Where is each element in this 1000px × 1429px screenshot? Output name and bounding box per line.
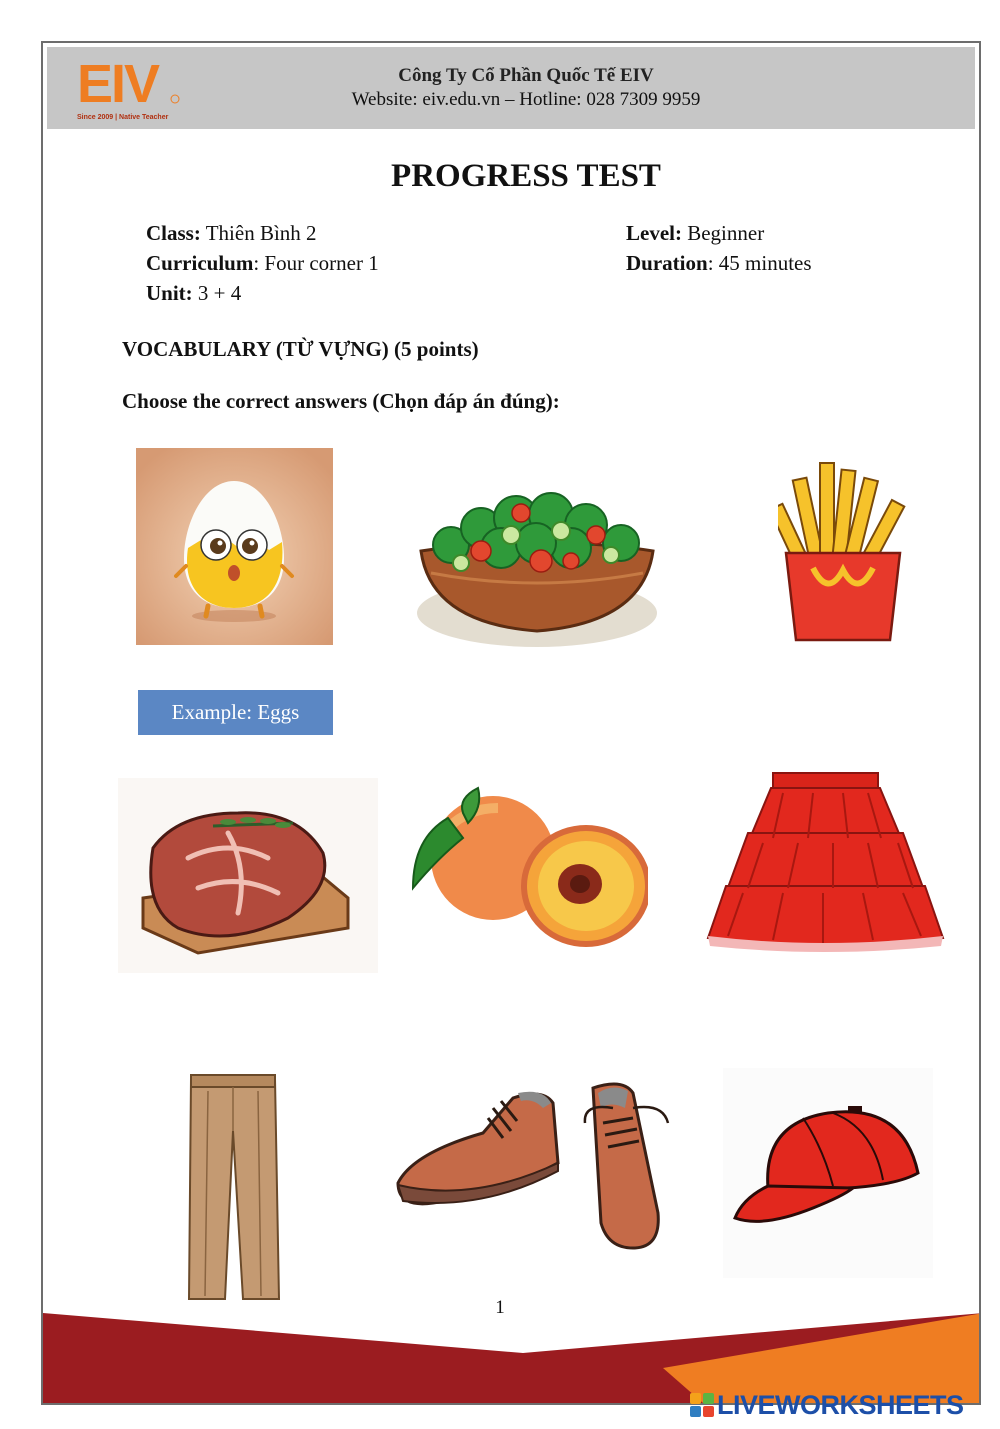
liveworksheets-watermark — [690, 1390, 964, 1420]
section-title: VOCABULARY (TỪ VỰNG) (5 points) — [122, 337, 479, 361]
page-number: 1 — [495, 1297, 505, 1318]
svg-text:Since 2009 | Native Teacher: Since 2009 | Native Teacher — [77, 114, 169, 121]
liveworksheets-icon — [690, 1393, 714, 1417]
page — [41, 41, 981, 1405]
skirt-icon — [703, 768, 948, 953]
header-bar — [47, 47, 975, 129]
steak-icon — [118, 778, 378, 973]
duration-line: Duration: 45 minutes — [626, 251, 812, 275]
salad-icon — [411, 473, 663, 655]
example-label: Example: Eggs — [138, 690, 333, 735]
instruction: Choose the correct answers (Chọn đáp án đúng): — [122, 389, 560, 413]
cap-icon — [723, 1068, 933, 1278]
class-line: Class: Thiên Bình 2 — [146, 221, 317, 245]
peach-icon — [408, 778, 648, 948]
info-right — [626, 218, 812, 278]
svg-text:EIV: EIV — [77, 57, 159, 114]
company-name: Công Ty Cổ Phần Quốc Tế EIV — [398, 65, 654, 86]
egg-icon — [136, 448, 333, 645]
curriculum-line: Curriculum: Four corner 1 — [146, 251, 379, 275]
unit-line: Unit: 3 + 4 — [146, 281, 242, 305]
pants-icon — [183, 1071, 283, 1303]
watermark-text: LIVEWORKSHEETS — [717, 1389, 964, 1420]
company-contact: Website: eiv.edu.vn – Hotline: 028 7309 9959 — [351, 89, 701, 110]
level-line: Level: Beginner — [626, 221, 765, 245]
info-left — [146, 218, 379, 308]
shoes-icon — [393, 1063, 673, 1253]
page-title: PROGRESS TEST — [391, 158, 661, 194]
fries-icon — [778, 458, 908, 643]
